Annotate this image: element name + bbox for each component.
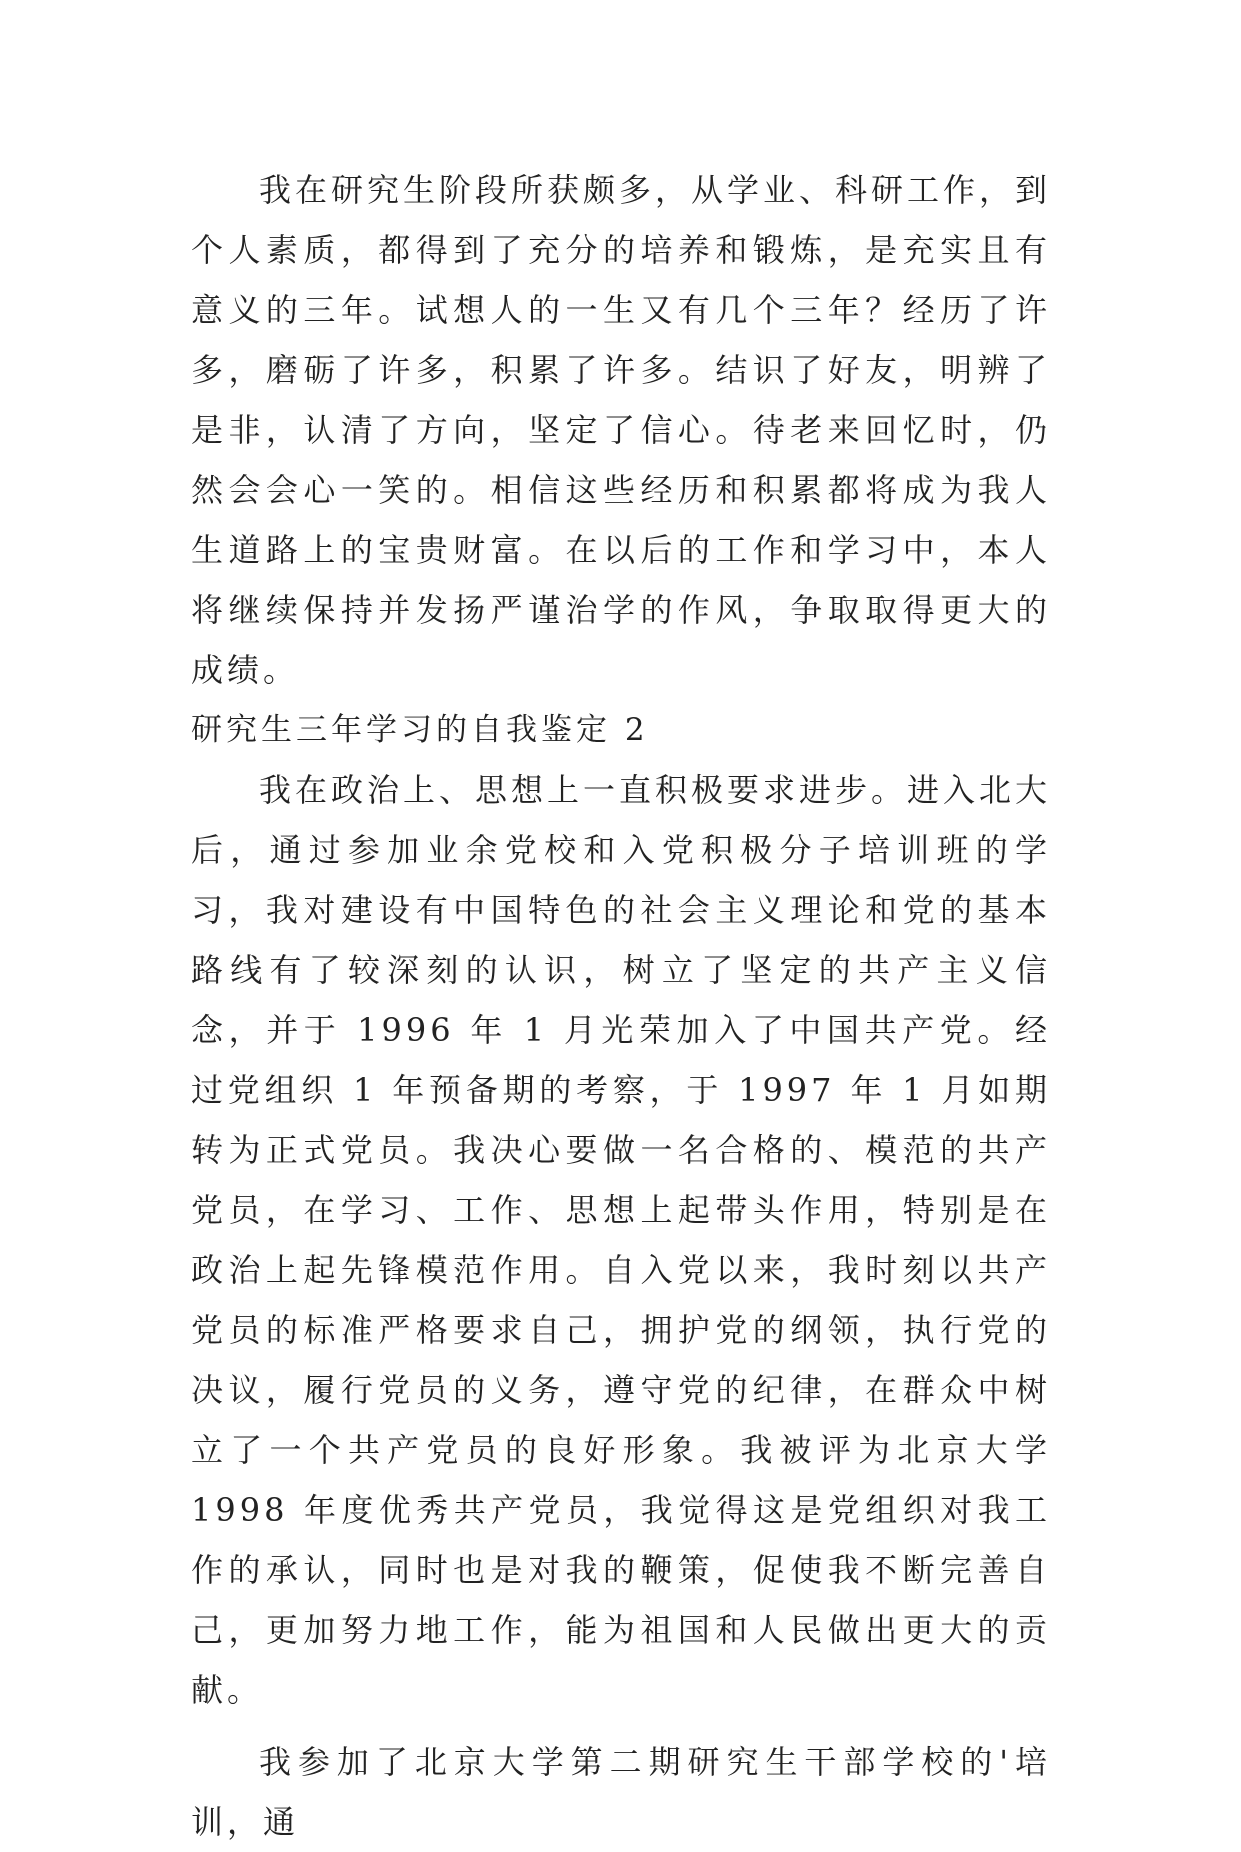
paragraph-political: 我在政治上、思想上一直积极要求进步。进入北大后，通过参加业余党校和入党积极分子培训班的学习，我对建设有中国特色的社会主义理论和党的基本路线有了较深刻的认识，树立了坚定的共产主义信念，并于 1996 年 1 月光荣加入了中国共产党。经过党组织 1 年预备期的考察，于 1997 年 1 月如期转为正式党员。我决心要做一名合格的、模范的共产党员，在学习、工作、思想上起带头作用，特别是在政治上起先锋模范作用。自入党以来，我时刻以共产党员的标准严格要求自己，拥护党的纲领，执行党的决议，履行党员的义务，遵守党的纪律，在群众中树立了一个共产党员的良好形象。我被评为北京大学 1998 年度优秀共产党员，我觉得这是党组织对我工作的承认，同时也是对我的鞭策，促使我不断完善自己，更加努力地工作，能为祖国和人民做出更大的贡献。 <box>191 771 1052 1709</box>
paragraph-training: 我参加了北京大学第二期研究生干部学校的'培训，通 <box>191 1743 1051 1841</box>
paragraph-summary: 我在研究生阶段所获颇多，从学业、科研工作，到个人素质，都得到了充分的培养和锻炼，是充实且有意义的三年。试想人的一生又有几个三年？经历了许多，磨砺了许多，积累了许多。结识了好友，明辨了是非，认清了方向，坚定了信心。待老来回忆时，仍然会会心一笑的。相信这些经历和积累都将成为我人生道路上的宝贵财富。在以后的工作和学习中，本人将继续保持并发扬严谨治学的作风，争取取得更大的成绩。 <box>191 171 1052 689</box>
section-title: 研究生三年学习的自我鉴定 2 <box>191 712 649 748</box>
document-body <box>191 160 1051 1852</box>
